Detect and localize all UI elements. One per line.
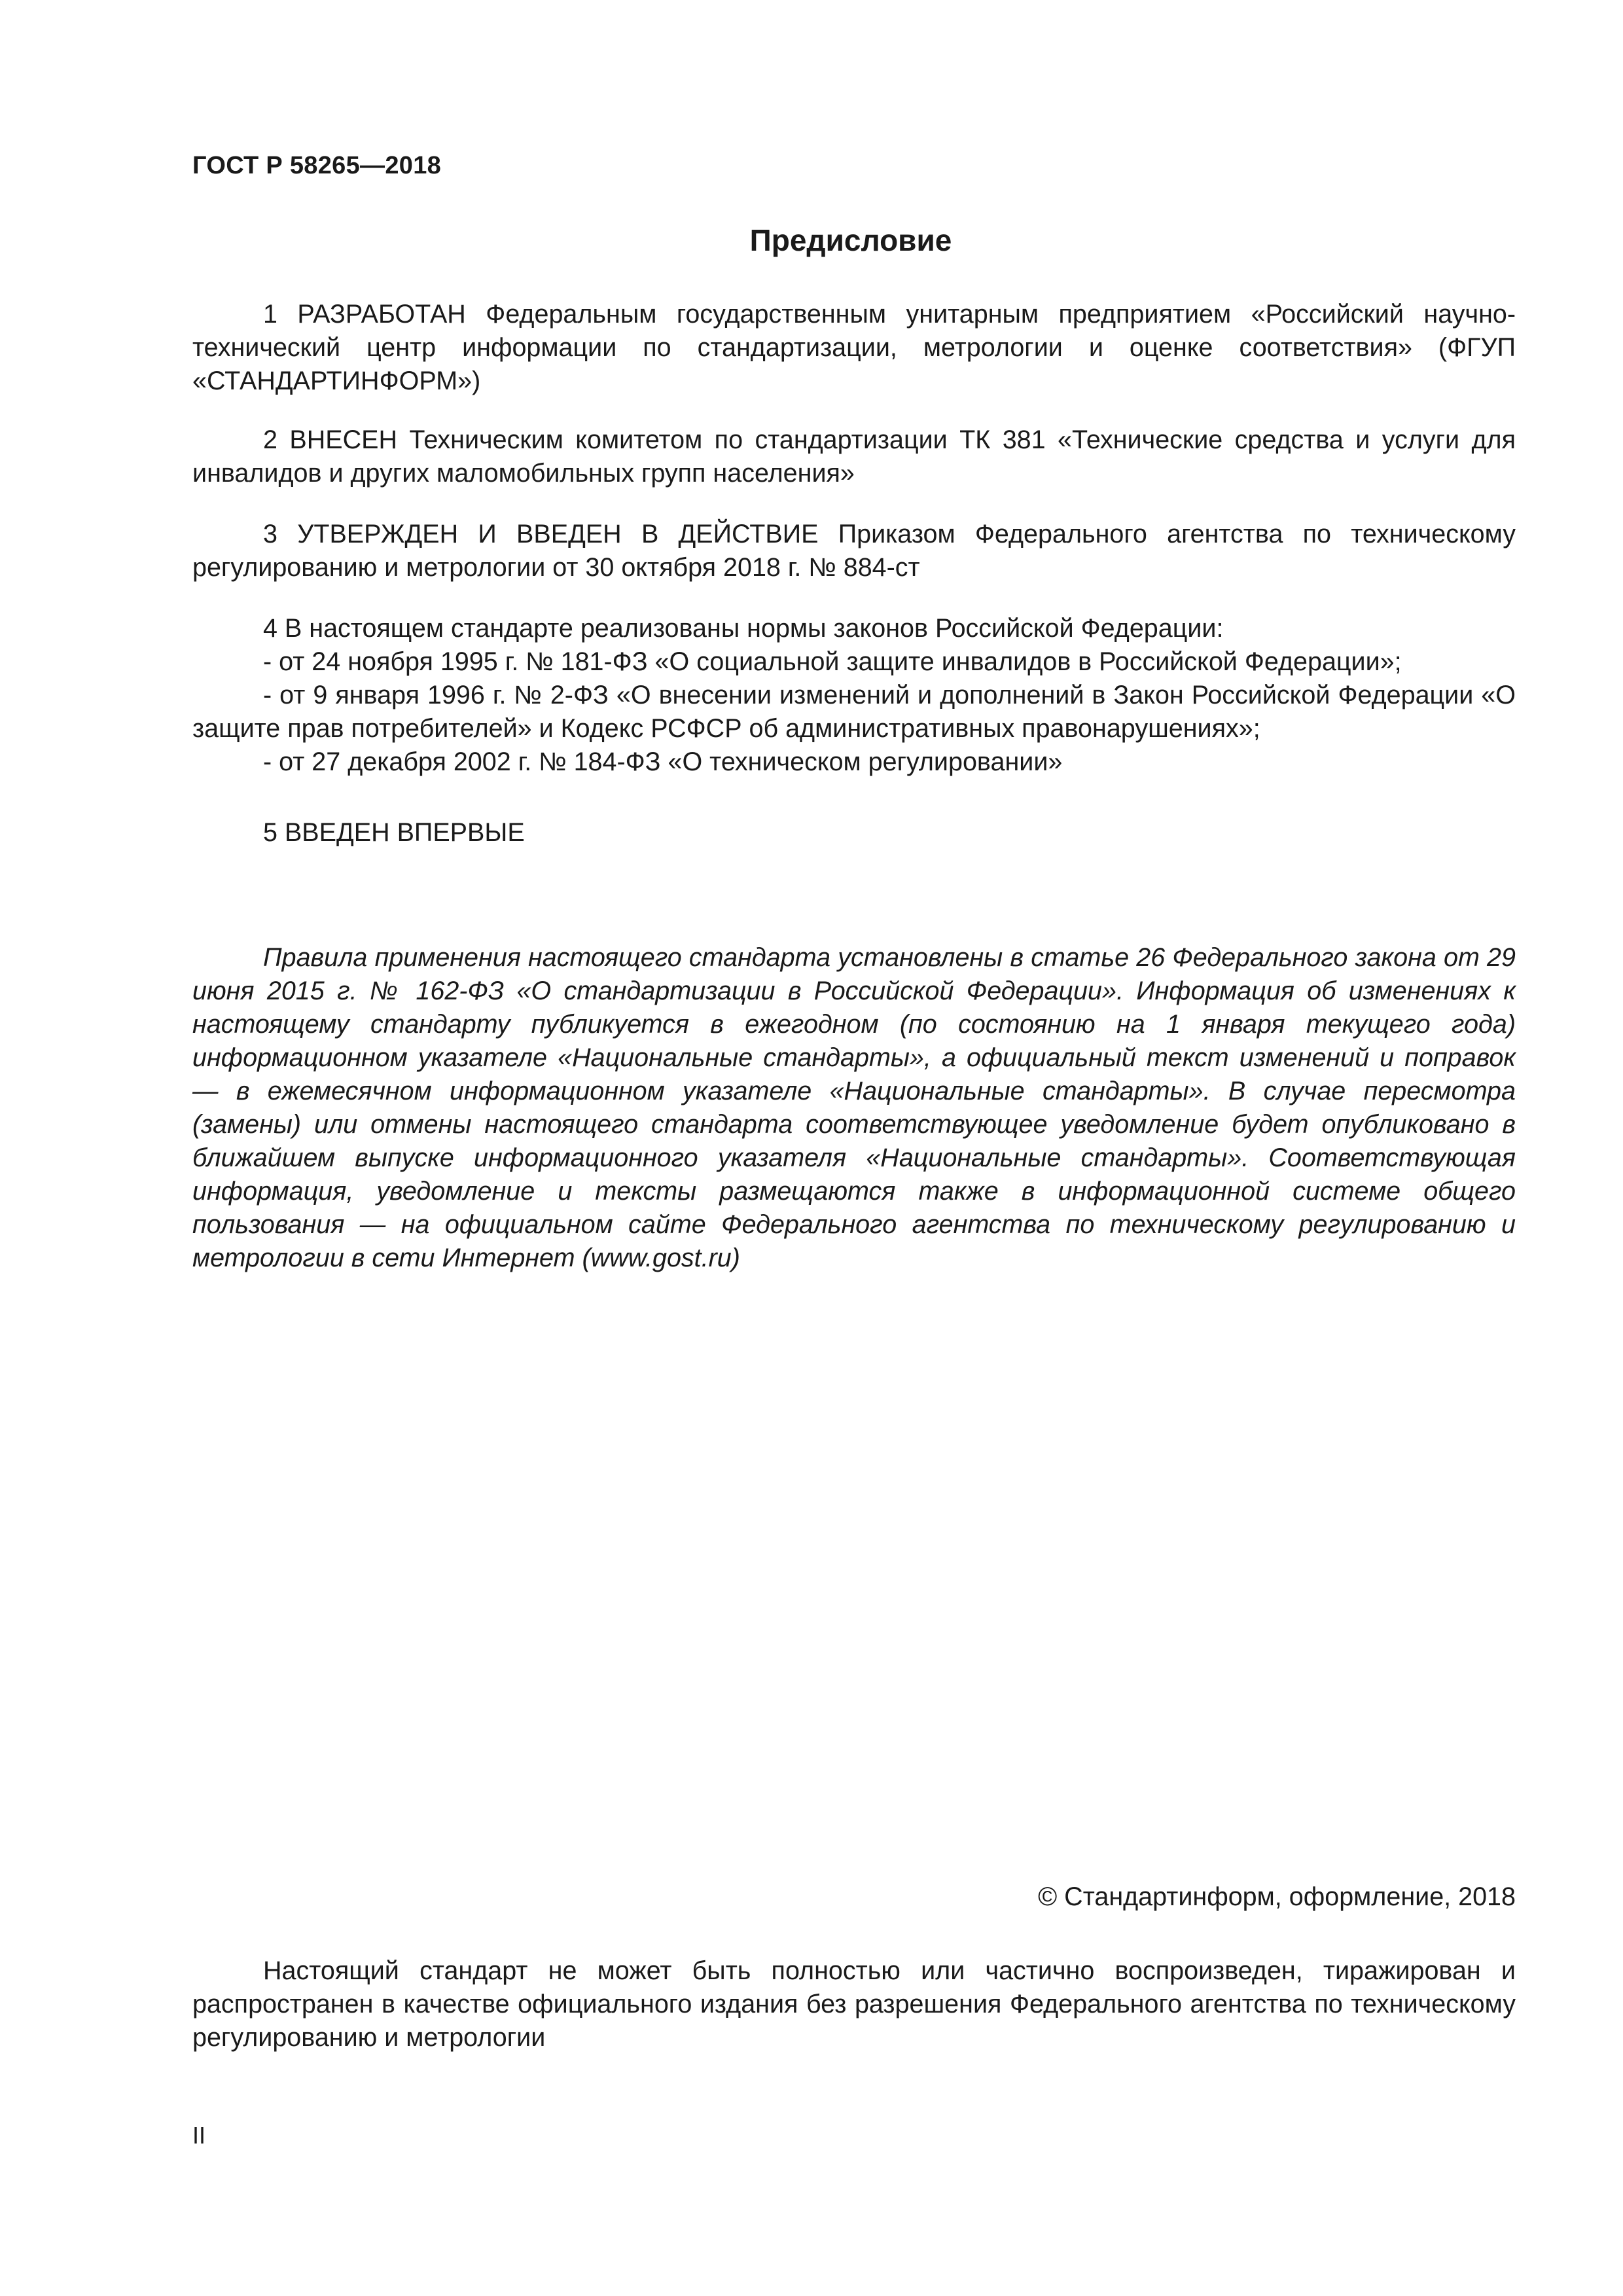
law-item: - от 24 ноября 1995 г. № 181-ФЗ «О социальной защите инвалидов в Российской Федерации»; (263, 647, 1402, 676)
foreword-item-5 (192, 816, 1516, 850)
item-3-text: 3 УТВЕРЖДЕН И ВВЕДЕН В ДЕЙСТВИЕ Приказом Федерального агентства по техническому регулированию и метрологии от 30 октября 2018 г. № 884-ст (192, 520, 1516, 582)
foreword-item-3 (192, 518, 1516, 584)
rights-notice-text: Настоящий стандарт не может быть полностью или частично воспроизведен, тиражирован и распространен в качестве официального издания без разрешения Федерального агентства по техническому регулированию и метрологии (192, 1956, 1516, 2052)
copyright-line: © Стандартинформ, оформление, 2018 (1038, 1882, 1516, 1911)
foreword-item-1 (192, 298, 1516, 398)
page-title: Предисловие (749, 223, 952, 257)
law-item: - от 27 декабря 2002 г. № 184-ФЗ «О техническом регулировании» (263, 747, 1063, 776)
item-4-intro: 4 В настоящем стандарте реализованы нормы законов Российской Федерации: (263, 614, 1224, 643)
foreword-item-4 (192, 612, 1516, 779)
item-2-text: 2 ВНЕСЕН Техническим комитетом по стандартизации ТК 381 «Технические средства и услуги для инвалидов и других маломобильных групп населения» (192, 425, 1516, 488)
application-rules-text: Правила применения настоящего стандарта установлены в статье 26 Федерального закона от 29 июня 2015 г. № 162-ФЗ «О стандартизации в Российской Федерации». Информация об изменениях к настоящему стандарту публикуется в ежегодном (по состоянию на 1 января текущего года) информационном указателе «Национальные стандарты», а официальный текст изменений и поправок — в ежемесячном информационном указателе «Национальные стандарты». В случае пересмотра (замены) или отмены настоящего стандарта соответствующее уведомление будет опубликовано в ближайшем выпуске информационного указателя «Национальные стандарты». Соответствующая информация, уведомление и тексты размещаются также в информационной системе общего пользования — на официальном сайте Федерального агентства по техническому регулированию и метрологии в сети Интернет (www.gost.ru) (192, 943, 1516, 1272)
item-5-text: 5 ВВЕДЕН ВПЕРВЫЕ (263, 818, 525, 847)
foreword-item-2 (192, 423, 1516, 490)
page-number: II (192, 2122, 206, 2149)
rights-notice (192, 1954, 1516, 2054)
document-code-header: ГОСТ Р 58265—2018 (192, 152, 442, 179)
application-rules-note (192, 941, 1516, 1275)
law-item: - от 9 января 1996 г. № 2-ФЗ «О внесении изменений и дополнений в Закон Российской Федерации «О защите прав потребителей» и Кодекс РСФСР об административных правонарушениях»; (192, 681, 1516, 743)
item-1-text: 1 РАЗРАБОТАН Федеральным государственным унитарным предприятием «Российский научно-технический центр информации по стандартизации, метрологии и оценке соответствия» (ФГУП «СТАНДАРТИНФОРМ») (192, 300, 1516, 395)
